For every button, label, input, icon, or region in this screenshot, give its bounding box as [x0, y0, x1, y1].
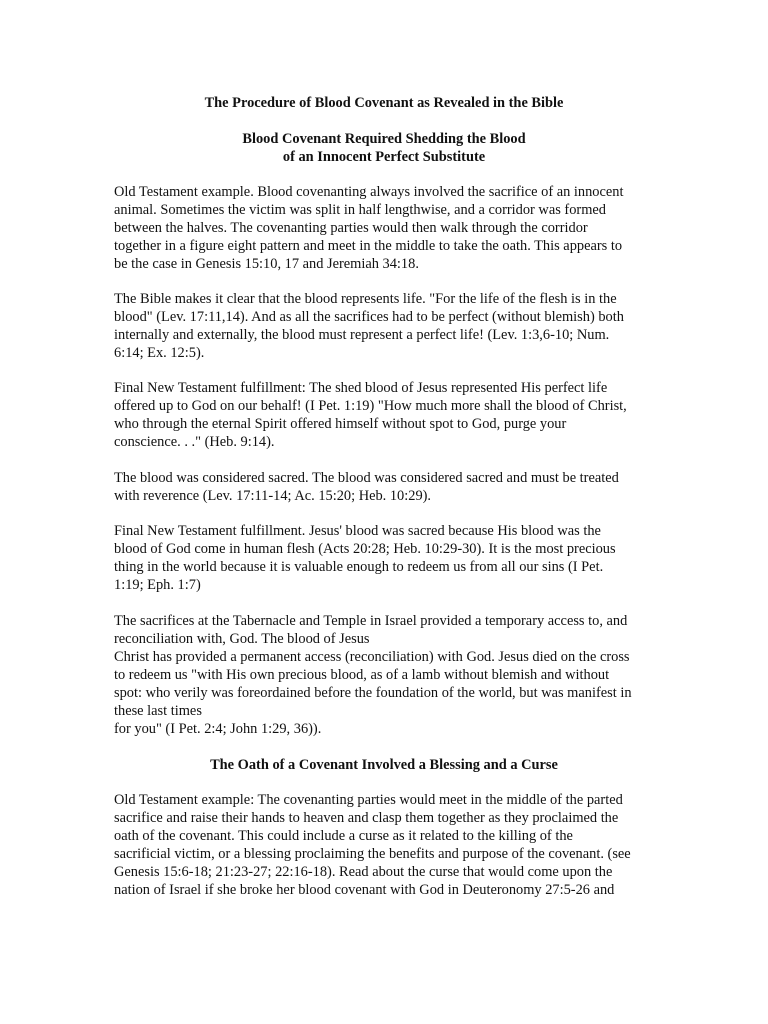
paragraph — [114, 612, 674, 738]
text-line: Genesis 15:6-18; 21:23-27; 22:16-18). Read about the curse that would come upon the — [114, 864, 613, 880]
text-line: internally and externally, the blood must represent a perfect life! (Lev. 1:3,6-10; Num. — [114, 327, 610, 343]
text-line: The blood was considered sacred. The blood was considered sacred and must be treated — [114, 470, 619, 486]
text-line: oath of the covenant. This could include a curse as it related to the killing of the — [114, 828, 573, 844]
text-line: to redeem us "with His own precious blood, as of a lamb without blemish and without — [114, 667, 610, 683]
text-line: Old Testament example. Blood covenanting always involved the sacrifice of an innocent — [114, 184, 624, 200]
text-line: nation of Israel if she broke her blood covenant with God in Deuteronomy 27:5-26 and — [114, 882, 615, 898]
section-heading: The Oath of a Covenant Involved a Blessing and a Curse — [210, 757, 558, 773]
paragraph — [114, 522, 674, 594]
section-heading: of an Innocent Perfect Substitute — [282, 149, 486, 165]
paragraph — [114, 379, 674, 451]
text-line: blood" (Lev. 17:11,14). And as all the sacrifices had to be perfect (without blemish) both — [114, 309, 624, 325]
text-line: The sacrifices at the Tabernacle and Temple in Israel provided a temporary access to, and — [114, 613, 628, 629]
text-line: Final New Testament fulfillment: The shed blood of Jesus represented His perfect life — [114, 380, 608, 396]
text-line: offered up to God on our behalf! (I Pet. 1:19) "How much more shall the blood of Christ, — [114, 398, 627, 414]
text-line: spot: who verily was foreordained before the foundation of the world, but was manifest in — [114, 685, 632, 701]
text-line: reconciliation with, God. The blood of Jesus — [114, 631, 370, 647]
text-line: be the case in Genesis 15:10, 17 and Jeremiah 34:18. — [114, 256, 419, 272]
text-line: blood of God come in human flesh (Acts 20:28; Heb. 10:29-30). It is the most precious — [114, 541, 616, 557]
text-line: together in a figure eight pattern and meet in the middle to take the oath. This appears to — [114, 238, 623, 254]
section-heading: Blood Covenant Required Shedding the Blood — [242, 131, 526, 147]
text-line: thing in the world because it is valuable enough to redeem us from all our sins (I Pet. — [114, 559, 604, 575]
text-line: Christ has provided a permanent access (reconciliation) with God. Jesus died on the cross — [114, 649, 630, 665]
text-line: with reverence (Lev. 17:11-14; Ac. 15:20; Heb. 10:29). — [114, 488, 432, 504]
paragraph — [114, 290, 674, 362]
document-title: The Procedure of Blood Covenant as Revealed in the Bible — [204, 95, 564, 111]
paragraph — [114, 469, 674, 505]
paragraph — [114, 791, 674, 899]
text-line: sacrificial victim, or a blessing proclaiming the benefits and purpose of the covenant. (see — [114, 846, 631, 862]
text-line: Final New Testament fulfillment. Jesus' blood was sacred because His blood was the — [114, 523, 601, 539]
text-line: Old Testament example: The covenanting parties would meet in the middle of the parted — [114, 792, 623, 808]
text-line: animal. Sometimes the victim was split in half lengthwise, and a corridor was formed — [114, 202, 606, 218]
paragraph — [114, 183, 674, 273]
text-line: 1:19; Eph. 1:7) — [114, 577, 201, 593]
text-line: between the halves. The covenanting parties would then walk through the corridor — [114, 220, 588, 236]
text-line: conscience. . ." (Heb. 9:14). — [114, 434, 275, 450]
text-line: The Bible makes it clear that the blood represents life. "For the life of the flesh is in the — [114, 291, 617, 307]
text-line: who through the eternal Spirit offered himself without spot to God, purge your — [114, 416, 567, 432]
text-line: these last times — [114, 703, 202, 719]
text-line: for you" (I Pet. 2:4; John 1:29, 36)). — [114, 721, 322, 737]
text-line: sacrifice and raise their hands to heaven and clasp them together as they proclaimed the — [114, 810, 619, 826]
text-line: 6:14; Ex. 12:5). — [114, 345, 205, 361]
